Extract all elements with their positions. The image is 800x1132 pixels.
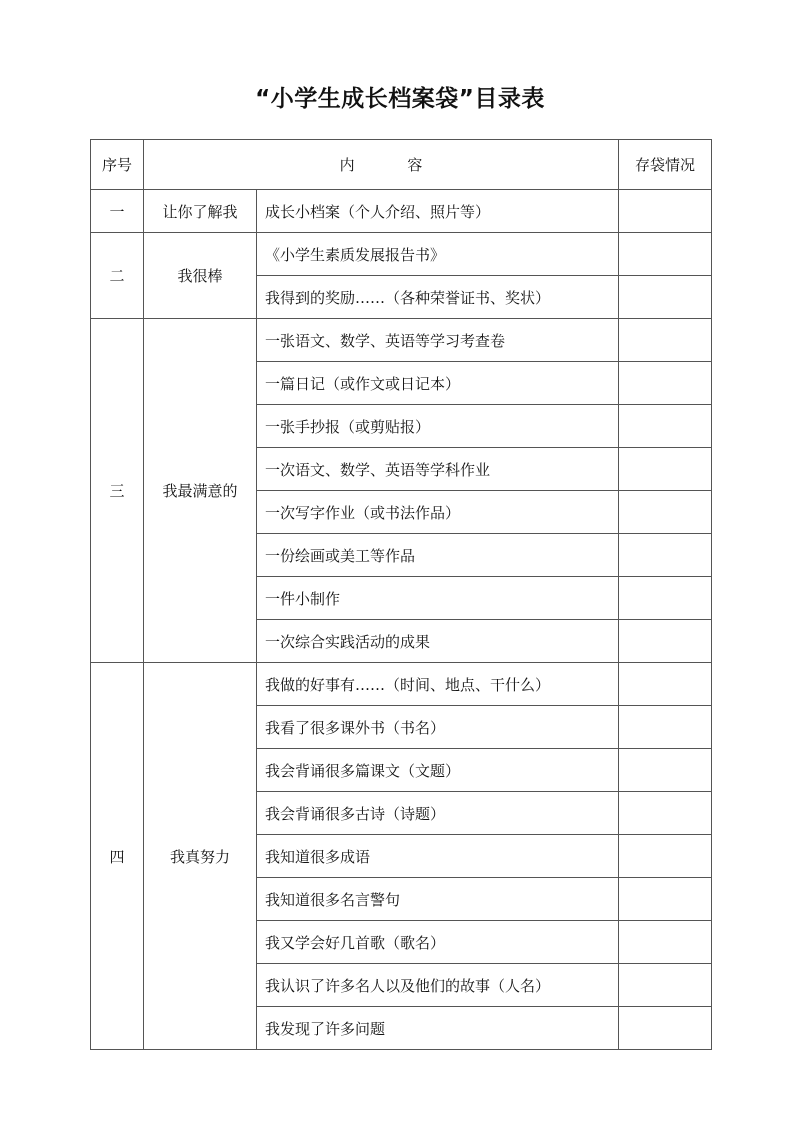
section-name: 我很棒	[144, 233, 257, 319]
header-row	[91, 140, 712, 190]
section-name: 让你了解我	[144, 190, 257, 233]
status-cell	[619, 491, 712, 534]
status-cell	[619, 835, 712, 878]
content-item: 我会背诵很多篇课文（文题）	[257, 749, 619, 792]
section-name: 我真努力	[144, 663, 257, 1050]
status-cell	[619, 276, 712, 319]
table-row	[91, 319, 712, 362]
content-item: 我认识了许多名人以及他们的故事（人名）	[257, 964, 619, 1007]
status-cell	[619, 534, 712, 577]
section-number: 四	[91, 663, 144, 1050]
content-item: 《小学生素质发展报告书》	[257, 233, 619, 276]
content-item: 我看了很多课外书（书名）	[257, 706, 619, 749]
content-item: 一件小制作	[257, 577, 619, 620]
status-cell	[619, 706, 712, 749]
header-content	[144, 140, 619, 190]
content-item: 一次语文、数学、英语等学科作业	[257, 448, 619, 491]
table-row	[91, 663, 712, 706]
status-cell	[619, 1007, 712, 1050]
section-number: 三	[91, 319, 144, 663]
status-cell	[619, 405, 712, 448]
status-cell	[619, 792, 712, 835]
status-cell	[619, 964, 712, 1007]
content-item: 我做的好事有……（时间、地点、干什么）	[257, 663, 619, 706]
content-item: 一份绘画或美工等作品	[257, 534, 619, 577]
catalog-table	[90, 139, 712, 1050]
content-item: 一次综合实践活动的成果	[257, 620, 619, 663]
section-name: 我最满意的	[144, 319, 257, 663]
status-cell	[619, 620, 712, 663]
status-cell	[619, 362, 712, 405]
status-cell	[619, 319, 712, 362]
content-item: 成长小档案（个人介绍、照片等）	[257, 190, 619, 233]
page-title: “小学生成长档案袋”目录表	[255, 86, 545, 112]
status-cell	[619, 233, 712, 276]
content-item: 一张手抄报（或剪贴报）	[257, 405, 619, 448]
header-status: 存袋情况	[619, 140, 712, 190]
content-item: 我又学会好几首歌（歌名）	[257, 921, 619, 964]
content-item: 我知道很多名言警句	[257, 878, 619, 921]
content-item: 一次写字作业（或书法作品）	[257, 491, 619, 534]
status-cell	[619, 921, 712, 964]
section-number: 一	[91, 190, 144, 233]
table-body	[91, 140, 712, 1050]
content-item: 我知道很多成语	[257, 835, 619, 878]
status-cell	[619, 663, 712, 706]
content-item: 我会背诵很多古诗（诗题）	[257, 792, 619, 835]
content-item: 一张语文、数学、英语等学习考查卷	[257, 319, 619, 362]
content-item: 我发现了许多问题	[257, 1007, 619, 1050]
header-num: 序号	[91, 140, 144, 190]
content-item: 我得到的奖励……（各种荣誉证书、奖状）	[257, 276, 619, 319]
table-row	[91, 233, 712, 276]
status-cell	[619, 749, 712, 792]
header-content-label: 内 容	[339, 156, 447, 174]
status-cell	[619, 577, 712, 620]
section-number: 二	[91, 233, 144, 319]
content-item: 一篇日记（或作文或日记本）	[257, 362, 619, 405]
table-row	[91, 190, 712, 233]
status-cell	[619, 878, 712, 921]
status-cell	[619, 190, 712, 233]
status-cell	[619, 448, 712, 491]
